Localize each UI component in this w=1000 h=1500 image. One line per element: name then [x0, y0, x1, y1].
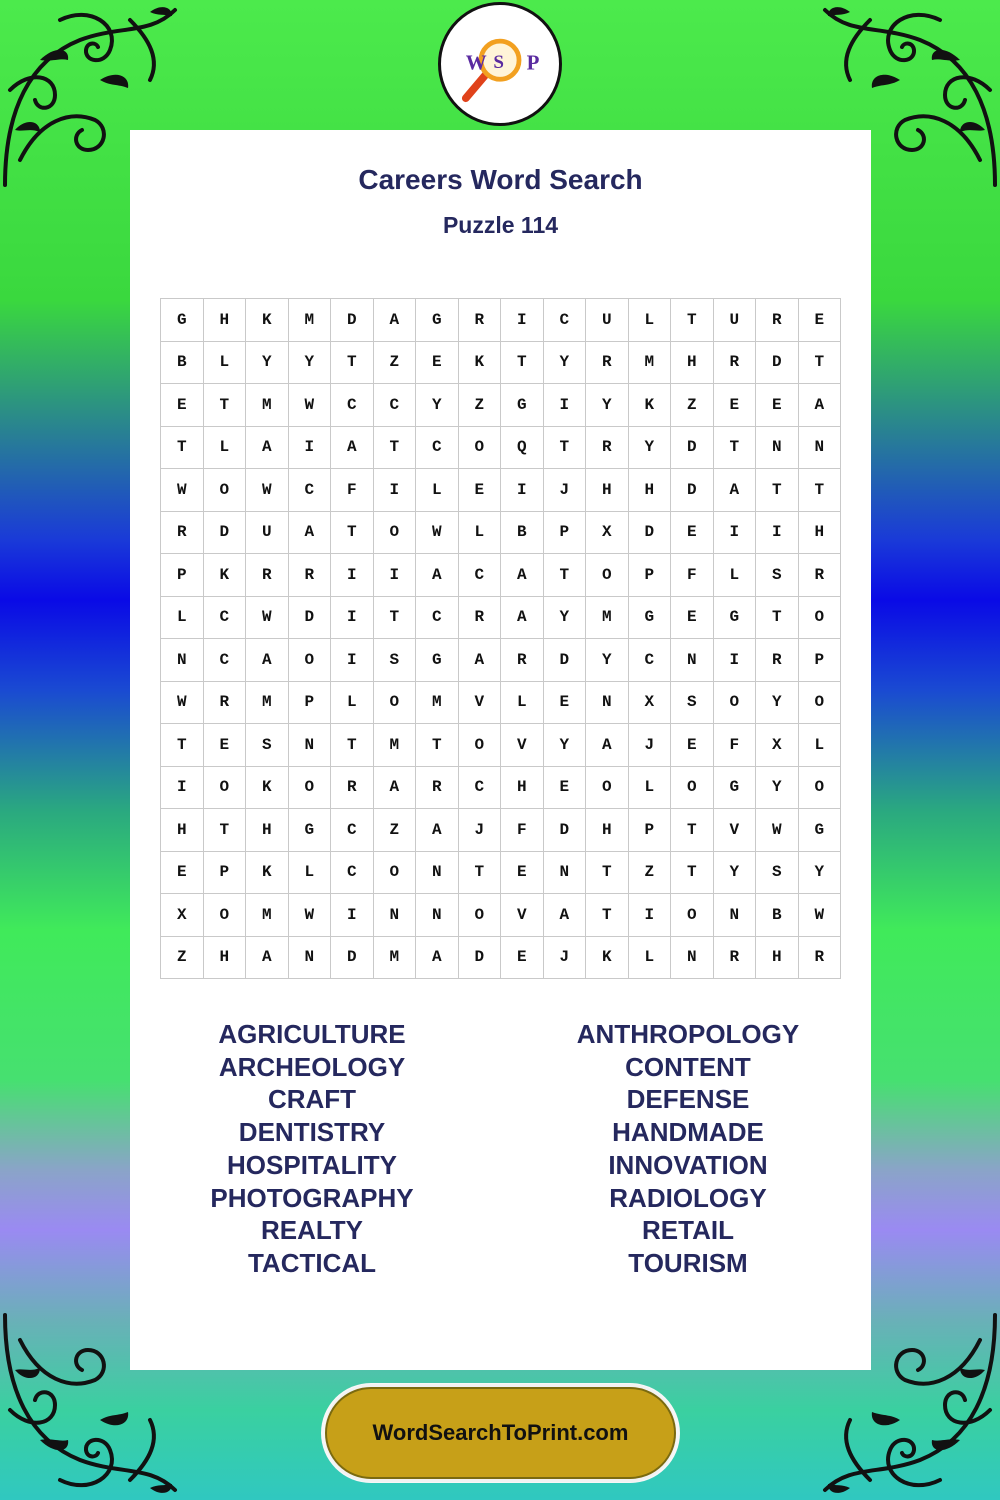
grid-cell[interactable]: R: [799, 554, 842, 597]
grid-cell[interactable]: A: [416, 937, 459, 980]
grid-cell[interactable]: K: [629, 384, 672, 427]
grid-cell[interactable]: T: [544, 427, 587, 470]
grid-cell[interactable]: K: [204, 554, 247, 597]
grid-cell[interactable]: M: [246, 384, 289, 427]
grid-cell[interactable]: N: [289, 937, 332, 980]
grid-cell[interactable]: E: [501, 852, 544, 895]
grid-cell[interactable]: I: [544, 384, 587, 427]
grid-cell[interactable]: A: [416, 809, 459, 852]
grid-cell[interactable]: I: [331, 554, 374, 597]
grid-cell[interactable]: C: [459, 554, 502, 597]
grid-cell[interactable]: M: [374, 724, 417, 767]
grid-cell[interactable]: A: [374, 767, 417, 810]
grid-cell[interactable]: T: [161, 427, 204, 470]
grid-cell[interactable]: I: [331, 894, 374, 937]
word-list-item: CRAFT: [267, 1084, 357, 1115]
grid-cell[interactable]: Z: [671, 384, 714, 427]
word-list-item: CONTENT: [625, 1051, 751, 1082]
grid-cell[interactable]: T: [331, 724, 374, 767]
grid-cell[interactable]: C: [204, 639, 247, 682]
grid-cell[interactable]: I: [714, 639, 757, 682]
grid-cell[interactable]: G: [799, 809, 842, 852]
grid-cell[interactable]: F: [501, 809, 544, 852]
grid-cell[interactable]: T: [756, 469, 799, 512]
grid-cell[interactable]: O: [586, 767, 629, 810]
grid-cell[interactable]: O: [714, 682, 757, 725]
grid-cell[interactable]: D: [671, 469, 714, 512]
grid-cell[interactable]: N: [586, 682, 629, 725]
grid-cell[interactable]: R: [459, 299, 502, 342]
grid-cell[interactable]: R: [714, 937, 757, 980]
grid-cell[interactable]: S: [374, 639, 417, 682]
grid-cell[interactable]: R: [501, 639, 544, 682]
puzzle-title: Careers Word Search: [358, 164, 643, 195]
grid-cell[interactable]: G: [289, 809, 332, 852]
site-banner-button[interactable]: [325, 1387, 676, 1479]
grid-cell[interactable]: Y: [544, 597, 587, 640]
word-list-item: DENTISTRY: [238, 1117, 386, 1148]
word-list-item: INNOVATION: [608, 1149, 768, 1180]
grid-cell[interactable]: O: [204, 767, 247, 810]
grid-cell[interactable]: C: [331, 852, 374, 895]
grid-cell[interactable]: T: [799, 469, 842, 512]
grid-cell[interactable]: Y: [799, 852, 842, 895]
grid-cell[interactable]: T: [374, 597, 417, 640]
grid-cell[interactable]: B: [161, 342, 204, 385]
grid-cell[interactable]: I: [501, 469, 544, 512]
grid-cell[interactable]: T: [331, 512, 374, 555]
grid-cell[interactable]: K: [459, 342, 502, 385]
grid-cell[interactable]: U: [246, 512, 289, 555]
grid-cell[interactable]: W: [246, 597, 289, 640]
word-list-item: PHOTOGRAPHY: [210, 1182, 414, 1213]
grid-cell[interactable]: G: [416, 299, 459, 342]
grid-cell[interactable]: E: [756, 384, 799, 427]
logo-letter-w: W: [465, 50, 487, 75]
word-list-item: AGRICULTURE: [218, 1019, 406, 1049]
grid-cell[interactable]: Y: [544, 724, 587, 767]
grid-cell[interactable]: A: [246, 427, 289, 470]
grid-cell[interactable]: H: [501, 767, 544, 810]
grid-cell[interactable]: X: [629, 682, 672, 725]
grid-cell[interactable]: C: [204, 597, 247, 640]
grid-cell[interactable]: O: [459, 724, 502, 767]
grid-cell[interactable]: E: [459, 469, 502, 512]
word-list-item: HANDMADE: [612, 1117, 764, 1148]
grid-cell[interactable]: I: [161, 767, 204, 810]
grid-cell[interactable]: O: [671, 894, 714, 937]
grid-cell[interactable]: R: [799, 937, 842, 980]
grid-cell[interactable]: L: [331, 682, 374, 725]
grid-cell[interactable]: Y: [246, 342, 289, 385]
grid-cell[interactable]: Z: [629, 852, 672, 895]
grid-cell[interactable]: K: [246, 299, 289, 342]
grid-cell[interactable]: C: [374, 384, 417, 427]
grid-cell[interactable]: A: [586, 724, 629, 767]
grid-cell[interactable]: O: [374, 852, 417, 895]
grid-cell[interactable]: E: [501, 937, 544, 980]
puzzle-sheet: [130, 130, 871, 1370]
grid-cell[interactable]: T: [586, 852, 629, 895]
grid-cell[interactable]: A: [501, 554, 544, 597]
grid-cell[interactable]: V: [501, 724, 544, 767]
grid-cell[interactable]: W: [289, 384, 332, 427]
grid-cell[interactable]: H: [204, 299, 247, 342]
grid-cell[interactable]: T: [501, 342, 544, 385]
grid-cell[interactable]: B: [756, 894, 799, 937]
grid-cell[interactable]: W: [289, 894, 332, 937]
grid-cell[interactable]: C: [331, 809, 374, 852]
grid-cell[interactable]: F: [671, 554, 714, 597]
grid-cell[interactable]: N: [799, 427, 842, 470]
grid-cell[interactable]: E: [544, 682, 587, 725]
site-url: WordSearchToPrint.com: [372, 1420, 629, 1445]
grid-cell[interactable]: R: [459, 597, 502, 640]
grid-cell[interactable]: U: [714, 299, 757, 342]
grid-cell[interactable]: R: [756, 299, 799, 342]
grid-cell[interactable]: E: [161, 384, 204, 427]
grid-cell[interactable]: X: [756, 724, 799, 767]
grid-cell[interactable]: E: [416, 342, 459, 385]
grid-cell[interactable]: H: [671, 342, 714, 385]
word-list-right: [558, 1018, 818, 1280]
grid-cell[interactable]: P: [204, 852, 247, 895]
grid-cell[interactable]: A: [374, 299, 417, 342]
grid-cell[interactable]: C: [544, 299, 587, 342]
grid-cell[interactable]: T: [671, 852, 714, 895]
grid-cell[interactable]: H: [246, 809, 289, 852]
grid-cell[interactable]: R: [586, 342, 629, 385]
grid-cell[interactable]: I: [374, 554, 417, 597]
grid-cell[interactable]: O: [289, 639, 332, 682]
grid-cell[interactable]: M: [586, 597, 629, 640]
grid-cell[interactable]: O: [799, 767, 842, 810]
grid-cell[interactable]: F: [714, 724, 757, 767]
grid-cell[interactable]: Y: [586, 384, 629, 427]
grid-cell[interactable]: D: [331, 299, 374, 342]
grid-cell[interactable]: E: [544, 767, 587, 810]
grid-cell[interactable]: Y: [289, 342, 332, 385]
grid-cell[interactable]: J: [629, 724, 672, 767]
grid-cell[interactable]: Q: [501, 427, 544, 470]
logo-letter-s: S: [493, 51, 504, 73]
puzzle-number: Puzzle 114: [442, 212, 559, 238]
grid-cell[interactable]: D: [204, 512, 247, 555]
grid-cell[interactable]: T: [671, 299, 714, 342]
word-list-item: RETAIL: [642, 1215, 734, 1246]
grid-cell[interactable]: L: [161, 597, 204, 640]
grid-cell[interactable]: E: [671, 724, 714, 767]
grid-cell[interactable]: Z: [459, 384, 502, 427]
grid-cell[interactable]: L: [416, 469, 459, 512]
grid-cell[interactable]: I: [374, 469, 417, 512]
grid-cell[interactable]: L: [629, 767, 672, 810]
grid-cell[interactable]: H: [586, 469, 629, 512]
grid-cell[interactable]: D: [544, 809, 587, 852]
grid-cell[interactable]: U: [586, 299, 629, 342]
grid-cell[interactable]: S: [756, 852, 799, 895]
grid-cell[interactable]: H: [204, 937, 247, 980]
grid-cell[interactable]: I: [331, 597, 374, 640]
grid-cell[interactable]: P: [289, 682, 332, 725]
grid-cell[interactable]: R: [416, 767, 459, 810]
grid-cell[interactable]: A: [501, 597, 544, 640]
grid-cell[interactable]: H: [161, 809, 204, 852]
grid-cell[interactable]: O: [204, 469, 247, 512]
grid-cell[interactable]: I: [756, 512, 799, 555]
grid-cell[interactable]: T: [671, 809, 714, 852]
grid-cell[interactable]: H: [799, 512, 842, 555]
grid-cell[interactable]: D: [629, 512, 672, 555]
site-logo[interactable]: [438, 2, 562, 126]
word-list-item: ARCHEOLOGY: [218, 1051, 406, 1082]
grid-cell[interactable]: Y: [416, 384, 459, 427]
grid-cell[interactable]: E: [671, 512, 714, 555]
grid-cell[interactable]: N: [289, 724, 332, 767]
grid-cell[interactable]: R: [246, 554, 289, 597]
grid-cell[interactable]: Y: [586, 639, 629, 682]
grid-cell[interactable]: A: [459, 639, 502, 682]
grid-cell[interactable]: Z: [374, 809, 417, 852]
grid-cell[interactable]: M: [374, 937, 417, 980]
grid-cell[interactable]: S: [246, 724, 289, 767]
grid-cell[interactable]: V: [459, 682, 502, 725]
grid-cell[interactable]: O: [459, 894, 502, 937]
grid-cell[interactable]: W: [416, 512, 459, 555]
grid-cell[interactable]: O: [799, 682, 842, 725]
grid-cell[interactable]: W: [799, 894, 842, 937]
grid-cell[interactable]: K: [246, 852, 289, 895]
grid-cell[interactable]: N: [374, 894, 417, 937]
word-list-item: REALTY: [260, 1215, 364, 1246]
grid-cell[interactable]: D: [756, 342, 799, 385]
grid-cell[interactable]: W: [756, 809, 799, 852]
grid-cell[interactable]: X: [586, 512, 629, 555]
grid-cell[interactable]: T: [374, 427, 417, 470]
grid-cell[interactable]: T: [586, 894, 629, 937]
grid-cell[interactable]: G: [714, 597, 757, 640]
grid-cell[interactable]: D: [544, 639, 587, 682]
grid-cell[interactable]: C: [416, 427, 459, 470]
grid-cell[interactable]: G: [501, 384, 544, 427]
grid-cell[interactable]: Y: [629, 427, 672, 470]
grid-cell[interactable]: H: [756, 937, 799, 980]
grid-cell[interactable]: Z: [161, 937, 204, 980]
grid-cell[interactable]: T: [459, 852, 502, 895]
grid-cell[interactable]: T: [416, 724, 459, 767]
grid-cell[interactable]: L: [459, 512, 502, 555]
letter-grid: [160, 298, 841, 979]
grid-cell[interactable]: R: [289, 554, 332, 597]
grid-cell[interactable]: N: [544, 852, 587, 895]
grid-cell[interactable]: L: [799, 724, 842, 767]
grid-cell[interactable]: M: [416, 682, 459, 725]
grid-cell[interactable]: T: [161, 724, 204, 767]
grid-cell[interactable]: M: [629, 342, 672, 385]
word-list-item: HOSPITALITY: [227, 1149, 397, 1180]
grid-cell[interactable]: I: [629, 894, 672, 937]
magnifier-handle: [466, 74, 487, 99]
grid-cell[interactable]: T: [714, 427, 757, 470]
grid-cell[interactable]: R: [756, 639, 799, 682]
grid-cell[interactable]: P: [629, 554, 672, 597]
grid-cell[interactable]: C: [289, 469, 332, 512]
grid-cell[interactable]: Y: [544, 342, 587, 385]
grid-cell[interactable]: K: [246, 767, 289, 810]
grid-cell[interactable]: Z: [374, 342, 417, 385]
grid-cell[interactable]: O: [204, 894, 247, 937]
grid-cell[interactable]: R: [161, 512, 204, 555]
grid-cell[interactable]: J: [459, 809, 502, 852]
grid-cell[interactable]: R: [714, 342, 757, 385]
grid-cell[interactable]: C: [331, 384, 374, 427]
grid-cell[interactable]: L: [629, 937, 672, 980]
grid-cell[interactable]: I: [331, 639, 374, 682]
grid-cell[interactable]: H: [586, 809, 629, 852]
grid-cell[interactable]: L: [629, 299, 672, 342]
grid-cell[interactable]: W: [161, 682, 204, 725]
grid-cell[interactable]: C: [459, 767, 502, 810]
grid-cell[interactable]: O: [374, 512, 417, 555]
grid-cell[interactable]: N: [671, 937, 714, 980]
grid-cell[interactable]: L: [204, 342, 247, 385]
grid-cell[interactable]: A: [799, 384, 842, 427]
grid-cell[interactable]: K: [586, 937, 629, 980]
grid-cell[interactable]: D: [671, 427, 714, 470]
grid-cell[interactable]: D: [459, 937, 502, 980]
grid-cell[interactable]: W: [161, 469, 204, 512]
grid-cell[interactable]: O: [671, 767, 714, 810]
grid-cell[interactable]: B: [501, 512, 544, 555]
grid-cell[interactable]: M: [289, 299, 332, 342]
word-list-item: RADIOLOGY: [609, 1182, 767, 1213]
word-list-left: [182, 1018, 442, 1280]
grid-cell[interactable]: D: [289, 597, 332, 640]
grid-cell[interactable]: F: [331, 469, 374, 512]
grid-cell[interactable]: Y: [756, 682, 799, 725]
grid-cell[interactable]: G: [161, 299, 204, 342]
grid-cell[interactable]: S: [671, 682, 714, 725]
grid-cell[interactable]: N: [416, 894, 459, 937]
grid-cell[interactable]: T: [331, 342, 374, 385]
grid-cell[interactable]: S: [756, 554, 799, 597]
logo-letter-p: P: [526, 50, 540, 75]
grid-cell[interactable]: V: [714, 809, 757, 852]
grid-cell[interactable]: J: [544, 937, 587, 980]
grid-cell[interactable]: L: [289, 852, 332, 895]
grid-cell[interactable]: N: [714, 894, 757, 937]
grid-cell[interactable]: C: [629, 639, 672, 682]
grid-cell[interactable]: V: [501, 894, 544, 937]
grid-cell[interactable]: A: [416, 554, 459, 597]
grid-cell[interactable]: T: [204, 809, 247, 852]
grid-cell[interactable]: O: [586, 554, 629, 597]
grid-cell[interactable]: O: [289, 767, 332, 810]
grid-cell[interactable]: I: [501, 299, 544, 342]
grid-cell[interactable]: A: [246, 639, 289, 682]
grid-cell[interactable]: T: [799, 342, 842, 385]
grid-cell[interactable]: G: [714, 767, 757, 810]
grid-cell[interactable]: H: [629, 469, 672, 512]
grid-cell[interactable]: R: [586, 427, 629, 470]
grid-cell[interactable]: Y: [714, 852, 757, 895]
grid-cell[interactable]: P: [799, 639, 842, 682]
grid-cell[interactable]: E: [671, 597, 714, 640]
grid-cell[interactable]: L: [714, 554, 757, 597]
grid-cell[interactable]: N: [671, 639, 714, 682]
grid-cell[interactable]: T: [544, 554, 587, 597]
grid-cell[interactable]: J: [544, 469, 587, 512]
word-list-item: TOURISM: [628, 1247, 748, 1278]
grid-cell[interactable]: T: [204, 384, 247, 427]
grid-cell[interactable]: G: [416, 639, 459, 682]
grid-cell[interactable]: P: [161, 554, 204, 597]
grid-cell[interactable]: I: [289, 427, 332, 470]
grid-cell[interactable]: M: [246, 894, 289, 937]
grid-cell[interactable]: R: [204, 682, 247, 725]
grid-cell[interactable]: G: [629, 597, 672, 640]
word-list-item: ANTHROPOLOGY: [576, 1019, 800, 1049]
grid-cell[interactable]: N: [161, 639, 204, 682]
grid-cell[interactable]: A: [544, 894, 587, 937]
grid-cell[interactable]: O: [799, 597, 842, 640]
grid-cell[interactable]: X: [161, 894, 204, 937]
grid-cell[interactable]: L: [501, 682, 544, 725]
grid-cell[interactable]: I: [714, 512, 757, 555]
grid-cell[interactable]: L: [204, 427, 247, 470]
grid-cell[interactable]: A: [289, 512, 332, 555]
grid-cell[interactable]: T: [756, 597, 799, 640]
grid-cell[interactable]: E: [799, 299, 842, 342]
grid-cell[interactable]: E: [714, 384, 757, 427]
grid-cell[interactable]: P: [544, 512, 587, 555]
grid-cell[interactable]: W: [246, 469, 289, 512]
grid-cell[interactable]: M: [246, 682, 289, 725]
grid-cell[interactable]: D: [331, 937, 374, 980]
word-list-item: DEFENSE: [626, 1084, 750, 1115]
grid-cell[interactable]: Y: [756, 767, 799, 810]
grid-cell[interactable]: O: [459, 427, 502, 470]
word-list-item: TACTICAL: [247, 1247, 377, 1278]
grid-cell[interactable]: A: [331, 427, 374, 470]
grid-cell[interactable]: A: [714, 469, 757, 512]
grid-cell[interactable]: C: [416, 597, 459, 640]
grid-cell[interactable]: E: [161, 852, 204, 895]
grid-cell[interactable]: O: [374, 682, 417, 725]
grid-cell[interactable]: E: [204, 724, 247, 767]
grid-cell[interactable]: N: [756, 427, 799, 470]
grid-cell[interactable]: N: [416, 852, 459, 895]
grid-cell[interactable]: A: [246, 937, 289, 980]
grid-cell[interactable]: R: [331, 767, 374, 810]
grid-cell[interactable]: P: [629, 809, 672, 852]
